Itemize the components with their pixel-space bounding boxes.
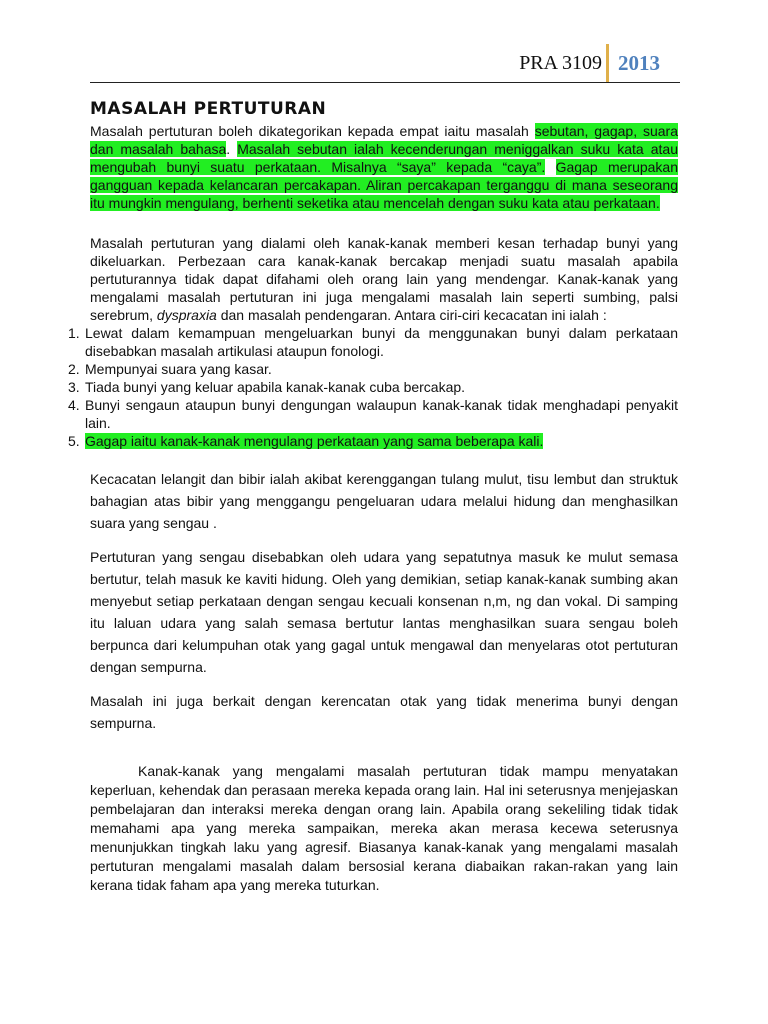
- list-text: Bunyi sengaun ataupun bunyi dengungan walaupun kanak-kanak tidak menghadapi penyakit lain.: [85, 397, 678, 431]
- paragraph-effects: [90, 234, 678, 324]
- highlighted-text: Gagap iaitu kanak-kanak mengulang perkataan yang sama beberapa kali.: [85, 433, 544, 449]
- list-number: 4.: [68, 397, 80, 413]
- text-run: dan masalah pendengaran. Antara ciri-ciri kecacatan ini ialah :: [216, 307, 607, 323]
- paragraph-nasal-speech: Pertuturan yang sengau disebabkan oleh udara yang sepatutnya masuk ke mulut semasa bertutur, telah masuk ke kaviti hidung. Oleh yang demikian, setiap kanak-kanak sumbing akan menyebut setiap perkataan dengan sengau kecuali konsenan n,m, ng dan vokal. Di samping itu laluan udara yang salah semasa bertutur lantas menghasilkan suara sengau boleh berpunca dari kelumpuhan otak yang gagal untuk mengawal dan menyelaras otot pertuturan dengan sempurna.: [90, 549, 678, 675]
- paragraph-intro: [90, 122, 678, 212]
- text-run: Masalah pertuturan boleh dikategorikan kepada empat iaitu masalah: [90, 123, 535, 139]
- paragraph-brain: Masalah ini juga berkait dengan kerencatan otak yang tidak menerima bunyi dengan sempurna.: [90, 693, 678, 731]
- page-header: [0, 48, 768, 82]
- text-run: .: [226, 141, 238, 157]
- characteristics-list: [68, 324, 678, 450]
- paragraph-cleft-palate: Kecacatan lelangit dan bibir ialah akibat kerenggangan tulang mulut, tisu lembut dan struktuk bahagian atas bibir yang menggangu pengeluaran udara melalui hidung dan menghasilkan suara yang sengau .: [90, 471, 678, 531]
- list-text: Tiada bunyi yang keluar apabila kanak-kanak cuba bercakap.: [85, 379, 466, 395]
- section-title: MASALAH PERTUTURAN: [90, 99, 327, 119]
- list-text: Lewat dalam kemampuan mengeluarkan bunyi da menggunakan bunyi dalam perkataan disebabkan masalah artikulasi ataupun fonologi.: [85, 325, 678, 359]
- list-item: [68, 396, 678, 432]
- header-separator: [606, 44, 609, 82]
- list-item: [68, 360, 678, 378]
- list-number: 3.: [68, 379, 80, 395]
- header-rule: [90, 82, 680, 83]
- list-item: [68, 432, 678, 450]
- list-text: Mempunyai suara yang kasar.: [85, 361, 272, 377]
- highlighted-text: Gagap merupakan gangguan kepada kelancaran percakapan. Aliran percakapan terganggu di mana seseorang itu mungkin mengulang, berhenti seketika atau mencelah dengan suku kata atau perkataan.: [90, 159, 679, 211]
- list-number: 2.: [68, 361, 80, 377]
- header-year: 2013: [618, 51, 660, 75]
- highlighted-text: sebutan, gagap, suara dan masalah bahasa: [90, 123, 678, 157]
- course-code: PRA 3109: [519, 52, 602, 74]
- list-item: [68, 378, 678, 396]
- paragraph-social-impact: Kanak-kanak yang mengalami masalah pertuturan tidak mampu menyatakan keperluan, kehendak dan perasaan mereka kepada orang lain. Hal ini seterusnya menjejaskan pembelajaran dan interaksi mereka dengan orang lain. Apabila orang sekeliling tidak tidak memahami apa yang mereka sampaikan, mereka akan merasa kecewa seterusnya menunjukkan tingkah laku yang agresif. Biasanya kanak-kanak yang mengalami masalah pertuturan mengalami masalah dalam bersosial kerana diabaikan rakan-rakan yang lain kerana tidak faham apa yang mereka tuturkan.: [90, 763, 678, 893]
- list-number: 5.: [68, 433, 80, 449]
- list-item: [68, 324, 678, 360]
- highlighted-text: Masalah sebutan ialah kecenderungan meniggalkan suku kata atau mengubah bunyi suatu perkataan. Misalnya “saya” kepada “caya”.: [90, 141, 678, 175]
- text-run: Masalah pertuturan yang dialami oleh kanak-kanak memberi kesan terhadap bunyi yang dikeluarkan. Perbezaan cara kanak-kanak bercakap menjadi suatu masalah apabila pertuturannya tidak dapat difahami oleh orang lain yang mendengar. Kanak-kanak yang mengalami masalah pertuturan ini juga mengalami masalah lain seperti sumbing, palsi serebrum,: [90, 235, 678, 323]
- list-number: 1.: [68, 325, 80, 341]
- italic-term: dyspraxia: [156, 307, 217, 323]
- text-run: [545, 159, 555, 175]
- document-body: [68, 99, 679, 895]
